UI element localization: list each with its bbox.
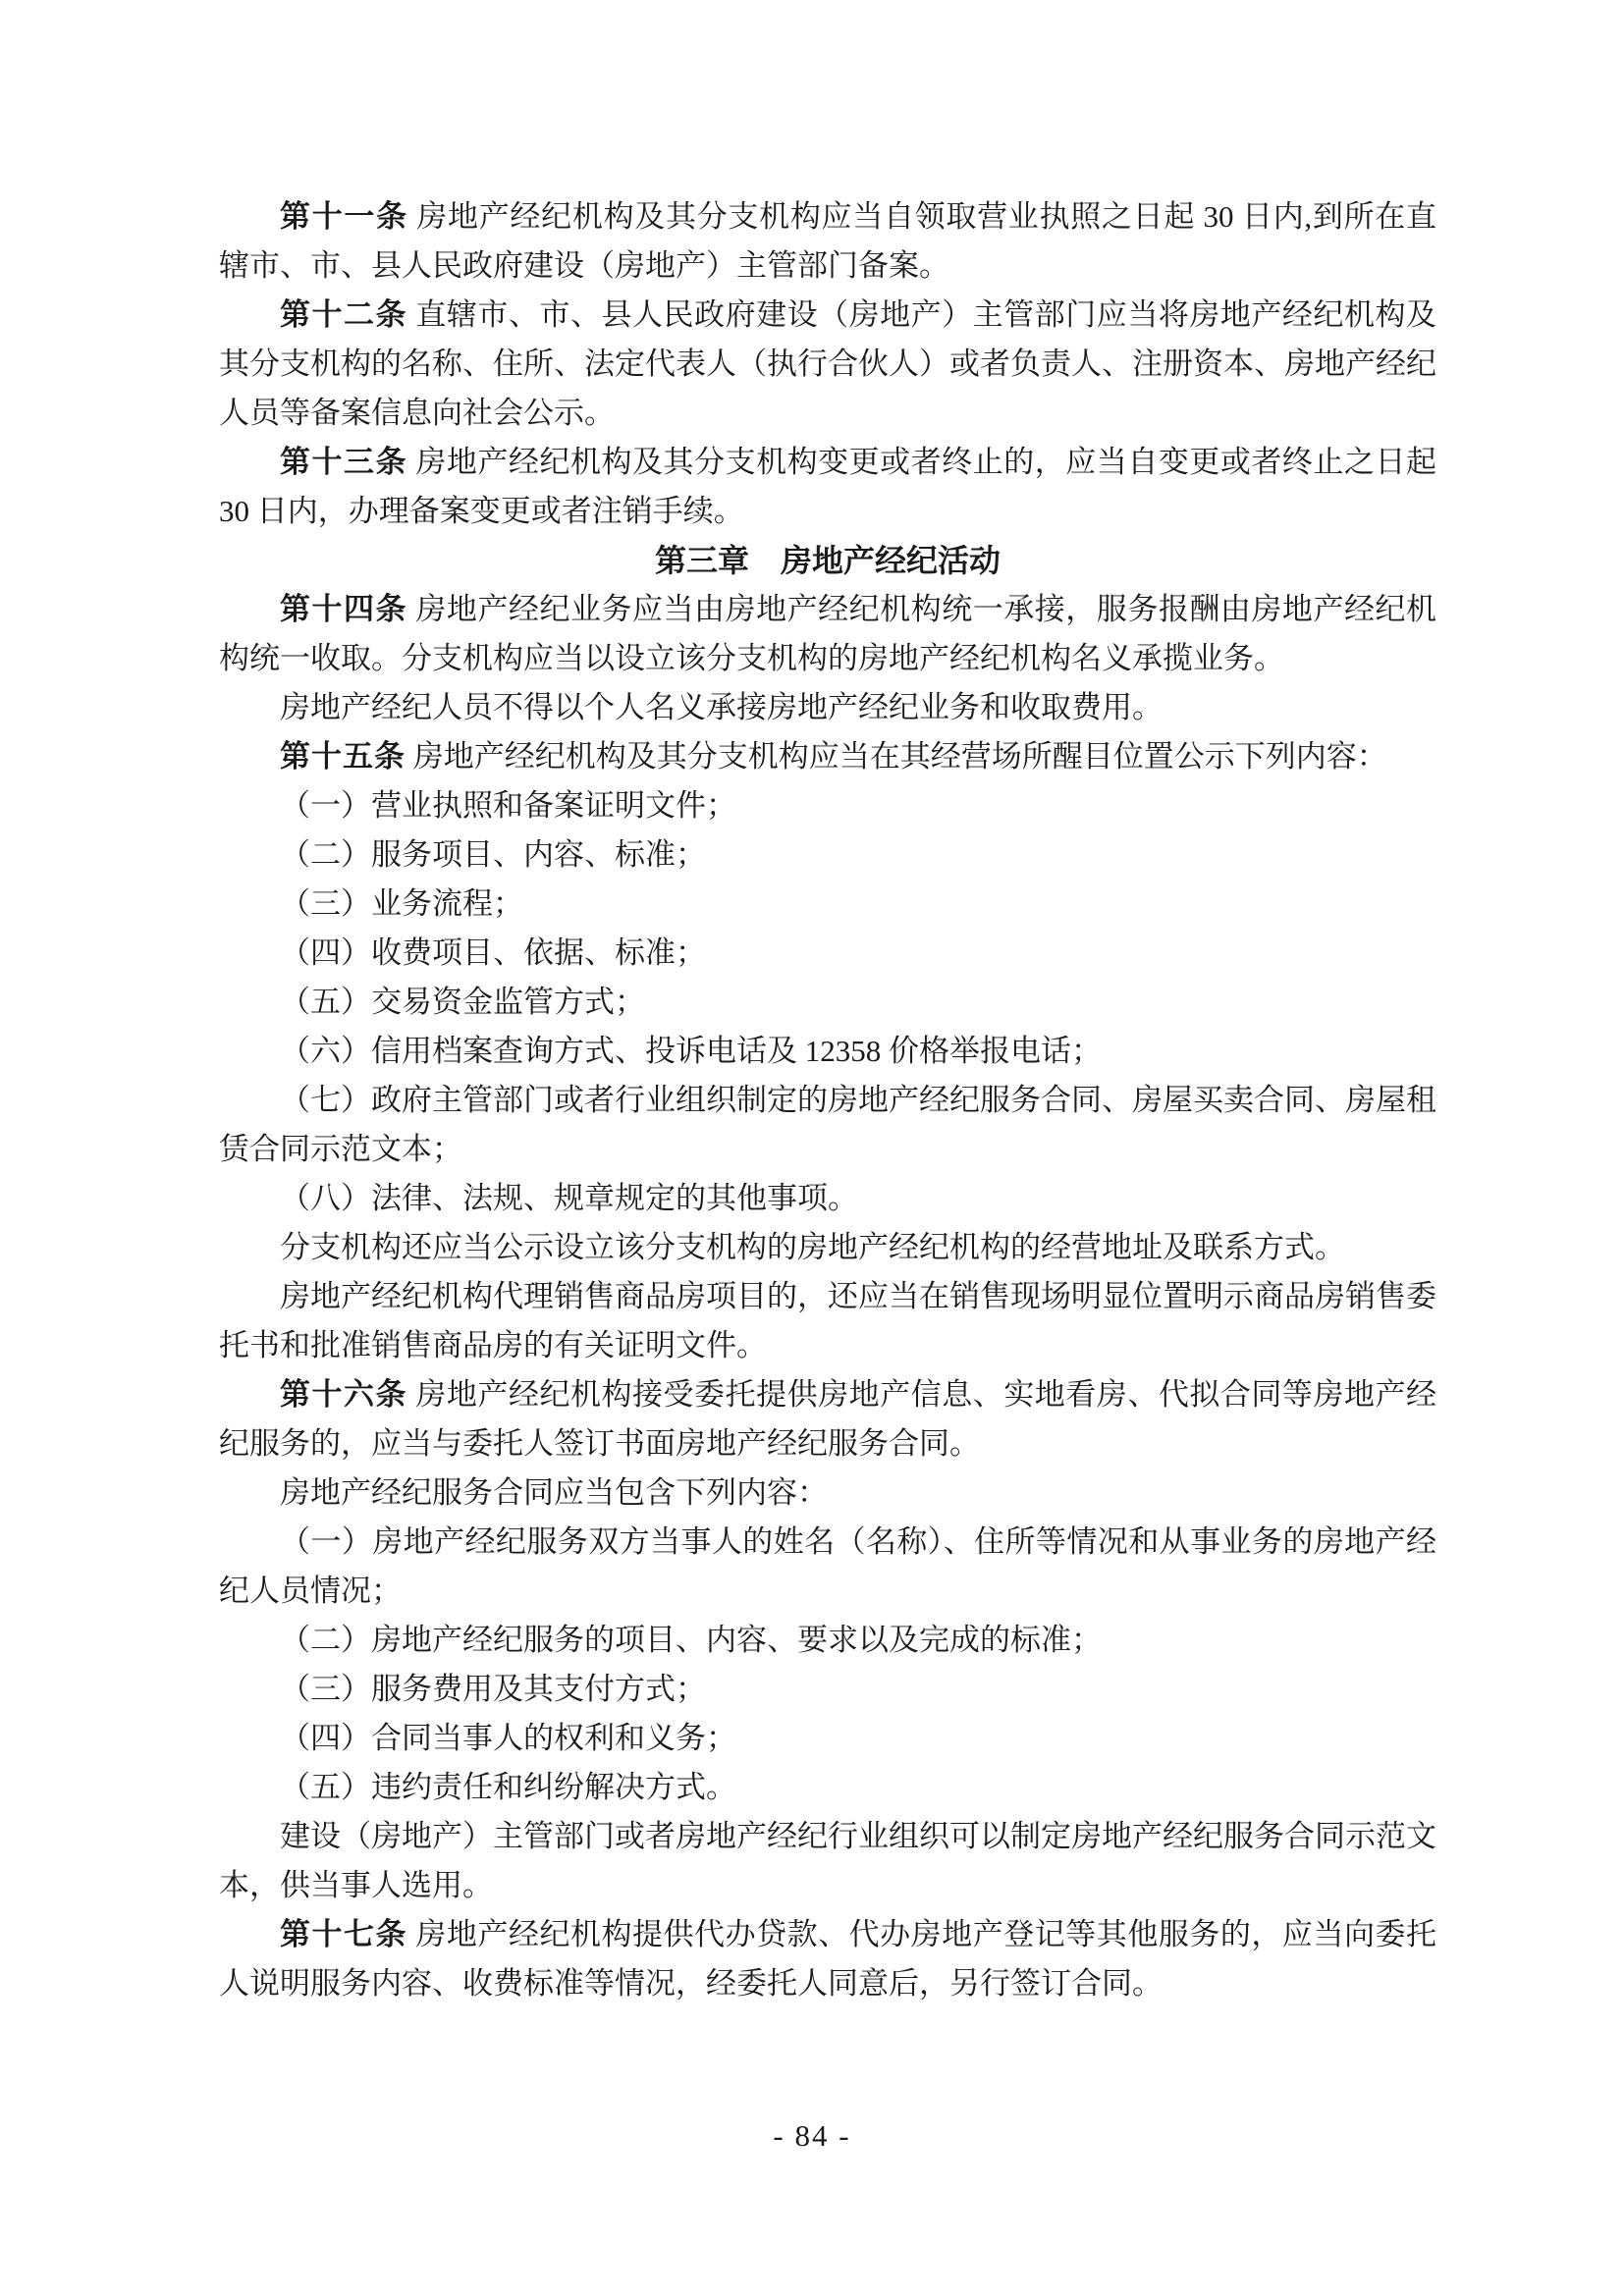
article-number: 第十一条 [280,199,408,234]
body-paragraph: （二）房地产经纪服务的项目、内容、要求以及完成的标准； [280,1623,1102,1657]
article-paragraph: 第十二条 直辖市、市、县人民政府建设（房地产）主管部门应当将房地产经纪机构及其分支机构的名称、住所、法定代表人（执行合伙人）或者负责人、注册资本、房地产经纪人员等备案信息向社会公示。 [219,297,1437,430]
article-paragraph: 第十七条 房地产经纪机构提供代办贷款、代办房地产登记等其他服务的，应当向委托人说明服务内容、收费标准等情况，经委托人同意后，另行签订合同。 [219,1917,1437,2001]
body-paragraph: （一）营业执照和备案证明文件； [280,788,736,823]
body-paragraph: （六）信用档案查询方式、投诉电话及 12358 价格举报电话； [280,1034,1102,1068]
body-paragraph: （三）业务流程； [280,886,523,921]
body-paragraph: 建设（房地产）主管部门或者房地产经纪行业组织可以制定房地产经纪服务合同示范文本，供当事人选用。 [219,1819,1436,1902]
article-number: 第十五条 [280,739,406,774]
article-paragraph: 第十四条 房地产经纪业务应当由房地产经纪机构统一承接，服务报酬由房地产经纪机构统一收取。分支机构应当以设立该分支机构的房地产经纪机构名义承揽业务。 [219,592,1437,675]
article-paragraph: 第十五条 房地产经纪机构及其分支机构应当在其经营场所醒目位置公示下列内容： [280,739,1387,774]
body-paragraph: （八）法律、法规、规章规定的其他事项。 [280,1181,858,1215]
body-paragraph: （一）房地产经纪服务双方当事人的姓名（名称）、住所等情况和从事业务的房地产经纪人员情况； [219,1524,1436,1608]
body-paragraph: （四）合同当事人的权利和义务； [280,1721,736,1755]
body-paragraph: 房地产经纪人员不得以个人名义承接房地产经纪业务和收取费用。 [280,690,1163,724]
article-number: 第十三条 [280,445,408,479]
body-paragraph: （四）收费项目、依据、标准； [280,935,706,970]
body-paragraph: （五）交易资金监管方式； [280,985,645,1019]
article-paragraph: 第十三条 房地产经纪机构及其分支机构变更或者终止的，应当自变更或者终止之日起 30 日内，办理备案变更或者注销手续。 [219,445,1437,528]
chapter-heading: 第三章 房地产经纪活动 [654,543,1001,578]
body-paragraph: 分支机构还应当公示设立该分支机构的房地产经纪机构的经营地址及联系方式。 [280,1230,1345,1264]
article-number: 第十六条 [280,1377,408,1412]
article-number: 第十二条 [280,297,408,332]
body-paragraph: （五）违约责任和纠纷解决方式。 [280,1770,736,1804]
body-paragraph: 房地产经纪服务合同应当包含下列内容： [280,1475,828,1510]
article-paragraph: 第十一条 房地产经纪机构及其分支机构应当自领取营业执照之日起 30 日内,到所在直辖市、市、县人民政府建设（房地产）主管部门备案。 [219,199,1436,283]
body-paragraph: （三）服务费用及其支付方式； [280,1672,706,1706]
body-paragraph: （七）政府主管部门或者行业组织制定的房地产经纪服务合同、房屋买卖合同、房屋租赁合同示范文本； [219,1083,1436,1166]
page-number: - 84 - [773,2118,851,2153]
body-paragraph: 房地产经纪机构代理销售商品房项目的，还应当在销售现场明显位置明示商品房销售委托书和批准销售商品房的有关证明文件。 [219,1279,1436,1362]
document-body [219,192,1436,2008]
article-number: 第十四条 [280,592,408,626]
body-paragraph: （二）服务项目、内容、标准； [280,837,706,872]
article-number: 第十七条 [280,1917,408,1951]
article-paragraph: 第十六条 房地产经纪机构接受委托提供房地产信息、实地看房、代拟合同等房地产经纪服务的，应当与委托人签订书面房地产经纪服务合同。 [219,1377,1437,1461]
